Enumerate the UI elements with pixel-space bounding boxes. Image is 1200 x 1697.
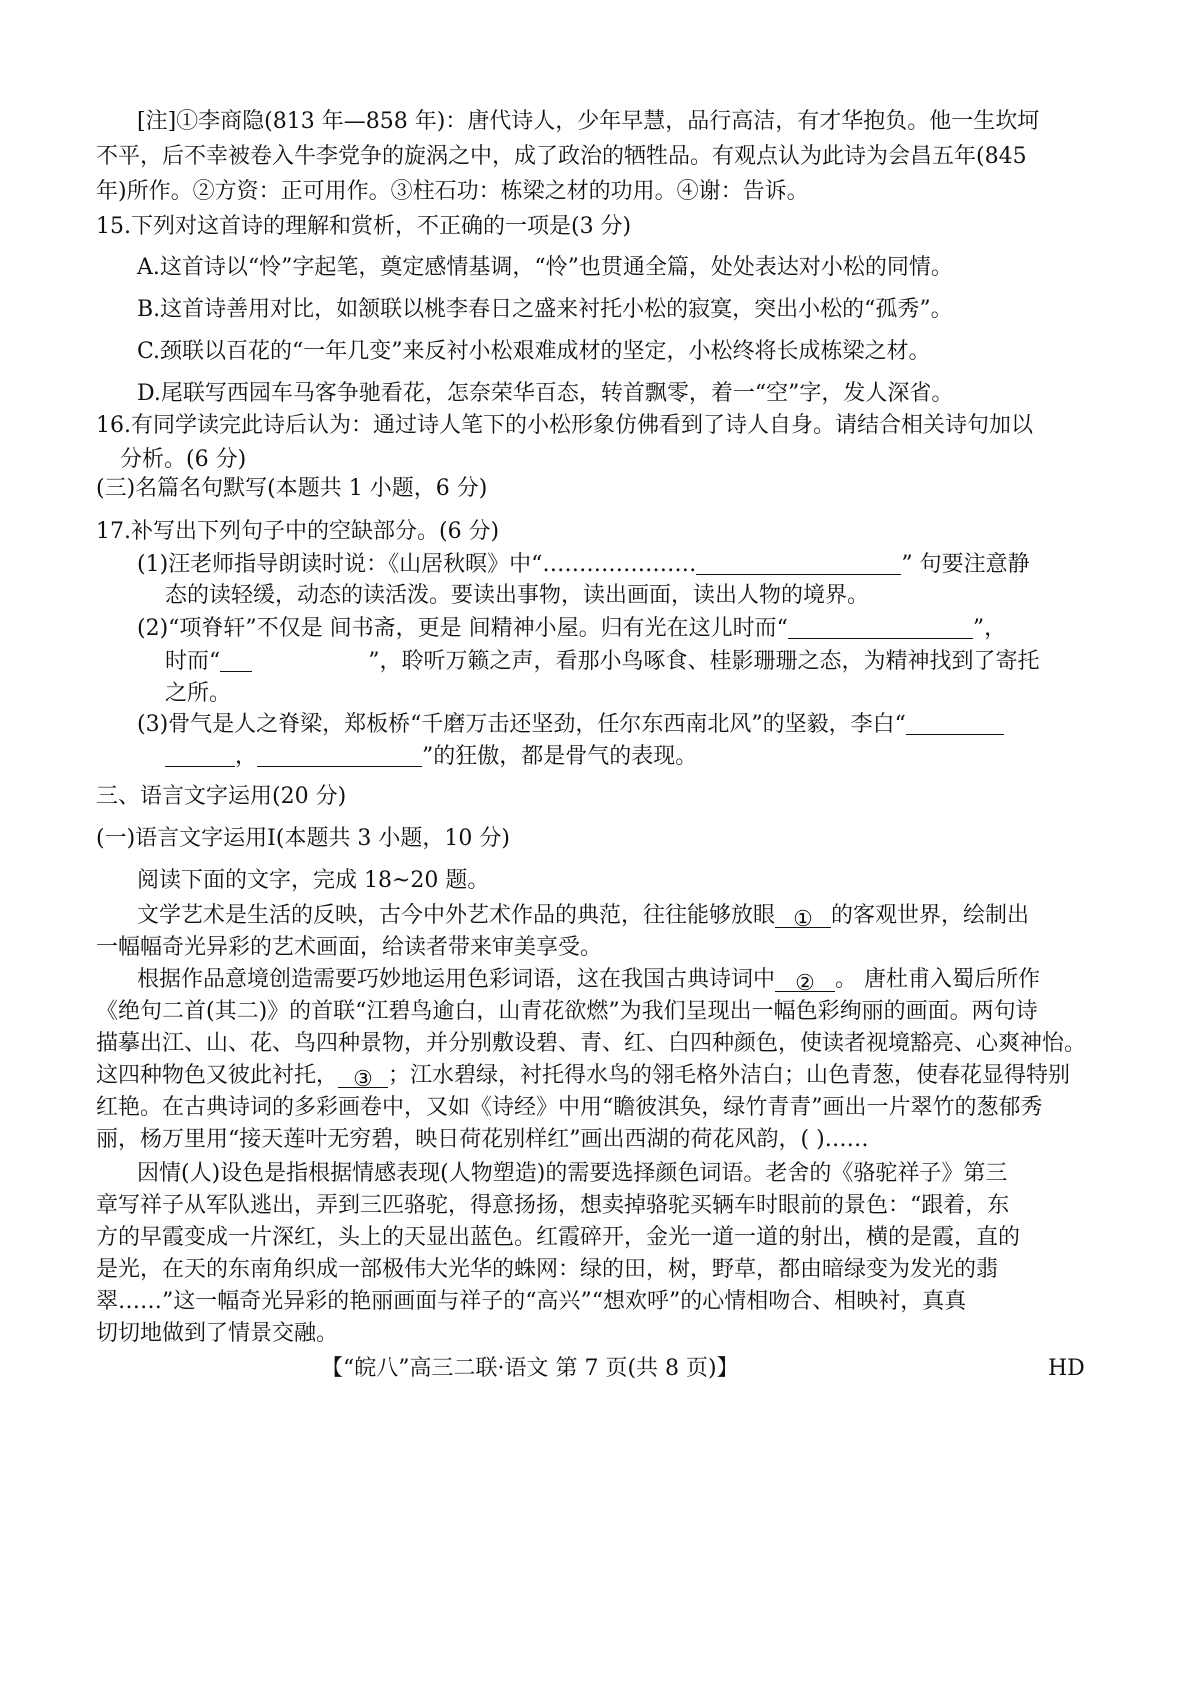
passage-p3-line-2: 章写祥子从军队逃出，弄到三匹骆驼，得意扬扬，想卖掉骆驼买辆车时眼前的景色：“跟着，东 — [96, 1193, 1010, 1218]
note-line-1: [注]①李商隐(813 年—858 年)：唐代诗人，少年早慧，品行高洁，有才华抱负。他一生坎坷 — [137, 109, 1040, 134]
passage-p3-line-3: 方的早霞变成一片深红，头上的天显出蓝色。红霞碎开，金光一道一道的射出，横的是霞，直的 — [96, 1225, 1021, 1250]
question-15-option-c: C.颈联以百花的“一年几变”来反衬小松艰难成材的坚定，小松终将长成栋梁之材。 — [137, 339, 931, 364]
question-15-option-b: B.这首诗善用对比，如颔联以桃李春日之盛来衬托小松的寂寞，突出小松的“孤秀”。 — [137, 297, 953, 322]
passage-p1-line-1 — [137, 899, 1200, 933]
item-2-text-a: (2)“项脊轩”不仅是 间书斋，更是 间精神小屋。归有光在这儿时而“ — [137, 616, 788, 641]
answer-blank-1[interactable] — [696, 550, 901, 575]
answer-blank-circle-3[interactable]: ③ — [338, 1063, 388, 1088]
item-2-text-b: ”， — [972, 616, 1007, 641]
passage-p2-line-3: 描摹出江、山、花、鸟四种景物，并分别敷设碧、青、红、白四种颜色，使读者视境豁亮、心爽神怡。 — [96, 1031, 1087, 1056]
question-17-item-1-cont: 态的读轻缓，动态的读活泼。要读出事物，读出画面，读出人物的境界。 — [165, 583, 870, 608]
section-heading-mingju: (三)名篇名句默写(本题共 1 小题，6 分) — [96, 476, 488, 501]
p2-text-b: 。 唐杜甫入蜀后所作 — [835, 967, 1041, 992]
p2-text-e: 这四种物色又彼此衬托， — [96, 1063, 339, 1088]
answer-blank-4-cont[interactable] — [165, 742, 235, 767]
passage-p2-line-4 — [96, 1059, 1200, 1093]
passage-p3-line-1: 因情(人)设色是指根据情感表现(人物塑造)的需要选择颜色词语。老舍的《骆驼祥子》第三 — [137, 1161, 1008, 1186]
question-17-item-3-cont — [165, 740, 1200, 774]
answer-blank-2[interactable] — [788, 614, 973, 639]
subsection-heading-1: (一)语言文字运用Ⅰ(本题共 3 小题，10 分) — [96, 826, 510, 851]
p2-text-f: ；江水碧绿，衬托得水鸟的翎毛格外洁白；山色青葱，使春花显得特别 — [388, 1063, 1071, 1088]
answer-blank-circle-1[interactable]: ① — [775, 903, 831, 928]
question-15-option-a: A.这首诗以“怜”字起笔，奠定感情基调，“怜”也贯通全篇，处处表达对小松的同情。 — [137, 255, 953, 280]
passage-intro: 阅读下面的文字，完成 18~20 题。 — [137, 868, 490, 893]
page-footer-code: HD — [1048, 1356, 1085, 1381]
note-line-3: 年)所作。②方资：正可用作。③柱石功：栋梁之材的功用。④谢：告诉。 — [96, 179, 809, 204]
passage-p3-line-5: 翠……”这一幅奇光异彩的艳丽画面与祥子的“高兴”“想欢呼”的心情相吻合、相映衬，真真 — [96, 1289, 967, 1314]
answer-blank-circle-2[interactable]: ② — [775, 967, 835, 992]
question-17-item-2-end: 之所。 — [165, 681, 232, 706]
question-17-stem: 17.补写出下列句子中的空缺部分。(6 分) — [96, 519, 500, 544]
p1-text-b: 的客观世界，绘制出 — [831, 903, 1030, 928]
question-17-item-1 — [137, 548, 1200, 582]
question-16-line-2: 分析。(6 分) — [120, 447, 247, 472]
passage-p2-line-6: 丽，杨万里用“接天莲叶无穷碧，映日荷花别样红”画出西湖的荷花风韵，( )…… — [96, 1127, 869, 1152]
p2-text-a: 根据作品意境创造需要巧妙地运用色彩词语，这在我国古典诗词中 — [137, 967, 776, 992]
passage-p2-line-1 — [137, 963, 1200, 997]
question-17-item-2 — [137, 612, 1200, 646]
item-1-text-a: (1)汪老师指导朗读时说：《山居秋暝》中“………………… — [137, 552, 697, 577]
part-heading-language: 三、语言文字运用(20 分) — [96, 784, 347, 809]
item-1-text-b: ” 句要注意静 — [901, 552, 1030, 577]
passage-p2-line-2: 《绝句二首(其二)》的首联“江碧鸟逾白，山青花欲燃”为我们呈现出一幅色彩绚丽的画面。两句诗 — [96, 999, 1038, 1024]
question-16-line-1: 16.有同学读完此诗后认为：通过诗人笔下的小松形象仿佛看到了诗人自身。请结合相关诗句加以 — [96, 413, 1033, 438]
item-3-text-b: ， — [235, 744, 258, 769]
page-footer: 【“皖八”高三二联·语文 第 7 页(共 8 页)】 — [321, 1356, 739, 1381]
question-15-option-d: D.尾联写西园车马客争驰看花，怎奈荣华百态，转首飘零，着一“空”字，发人深省。 — [137, 381, 954, 406]
answer-blank-3[interactable] — [220, 647, 252, 672]
item-3-text-a: (3)骨气是人之脊梁，郑板桥“千磨万击还坚劲，任尔东西南北风”的坚毅，李白“ — [137, 712, 906, 737]
question-15-stem: 15.下列对这首诗的理解和赏析，不正确的一项是(3 分) — [96, 214, 632, 239]
passage-p1-line-2: 一幅幅奇光异彩的艺术画面，给读者带来审美享受。 — [96, 935, 603, 960]
passage-p2-line-5: 红艳。在古典诗词的多彩画卷中，又如《诗经》中用“瞻彼淇奂，绿竹青青”画出一片翠竹的葱郁秀 — [96, 1095, 1043, 1120]
item-3-text-c: ”的狂傲，都是骨气的表现。 — [422, 744, 698, 769]
answer-blank-4[interactable] — [906, 710, 1004, 735]
item-2-text-d: ”，聆听万籁之声，看那小鸟啄食、桂影珊珊之态，为精神找到了寄托 — [368, 649, 1040, 674]
answer-blank-5[interactable] — [257, 742, 422, 767]
question-17-item-2-cont — [165, 645, 1200, 679]
question-17-item-3 — [137, 708, 1200, 742]
passage-p3-line-4: 是光，在天的东南角织成一部极伟大光华的蛛网：绿的田，树，野草，都由暗绿变为发光的翡 — [96, 1257, 999, 1282]
item-2-text-c: 时而“ — [165, 649, 221, 674]
passage-p3-line-6: 切切地做到了情景交融。 — [96, 1321, 339, 1346]
p1-text-a: 文学艺术是生活的反映，古今中外艺术作品的典范，往往能够放眼 — [137, 903, 776, 928]
note-line-2: 不平，后不幸被卷入牛李党争的旋涡之中，成了政治的牺牲品。有观点认为此诗为会昌五年(845 — [96, 144, 1027, 169]
